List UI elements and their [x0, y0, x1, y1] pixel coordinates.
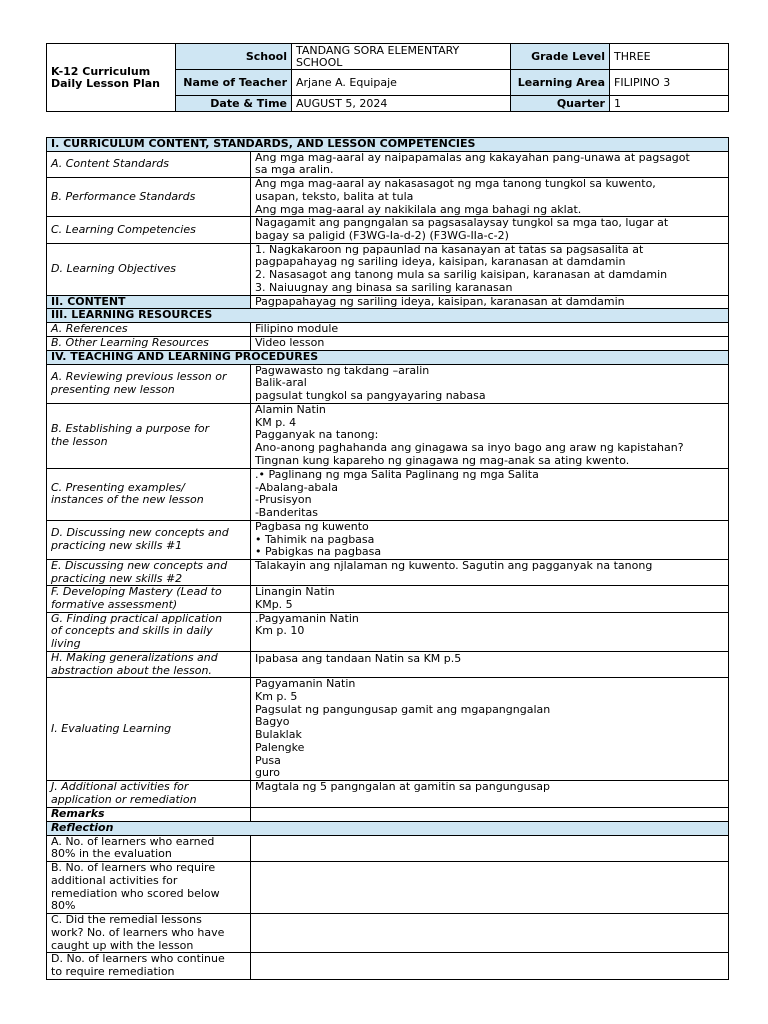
section-procedures-heading: IV. TEACHING AND LEARNING PROCEDURES [47, 351, 729, 365]
procedure-row [47, 586, 729, 612]
lesson-plan-header [46, 43, 729, 112]
reflection-heading: Reflection [47, 821, 729, 835]
competency-row [47, 217, 729, 243]
procedure-label: C. Presenting examples/ instances of the new lesson [47, 468, 251, 520]
reflection-row [47, 953, 729, 979]
reflection-value [251, 914, 729, 953]
reflection-row [47, 835, 729, 861]
section-content-heading: II. CONTENT [47, 295, 251, 309]
reflection-label: C. Did the remedial lessons work? No. of learners who have caught up with the lesson [47, 914, 251, 953]
procedure-label: J. Additional activities for application or remediation [47, 781, 251, 807]
procedure-value: Linangin Natin KMp. 5 [251, 586, 729, 612]
procedure-value: Magtala ng 5 pangngalan at gamitin sa pangungusap [251, 781, 729, 807]
procedure-label: I. Evaluating Learning [47, 678, 251, 781]
remarks-label: Remarks [47, 807, 251, 821]
competency-label: A. Content Standards [47, 151, 251, 177]
procedure-label: B. Establishing a purpose for the lesson [47, 403, 251, 468]
procedure-label: F. Developing Mastery (Lead to formative assessment) [47, 586, 251, 612]
section-resources-heading: III. LEARNING RESOURCES [47, 309, 729, 323]
resource-row [47, 337, 729, 351]
procedure-row [47, 781, 729, 807]
document-title: K-12 Curriculum Daily Lesson Plan [47, 44, 176, 112]
quarter-value: 1 [610, 96, 729, 112]
procedure-value: .Pagyamanin Natin Km p. 10 [251, 612, 729, 651]
procedure-label: A. Reviewing previous lesson or presenting new lesson [47, 364, 251, 403]
procedure-label: E. Discussing new concepts and practicing new skills #2 [47, 559, 251, 585]
lesson-plan-body [46, 137, 729, 980]
procedure-label: D. Discussing new concepts and practicing new skills #1 [47, 520, 251, 559]
date-time-label: Date & Time [176, 96, 292, 112]
procedure-row [47, 612, 729, 651]
reflection-row [47, 862, 729, 914]
procedure-row [47, 678, 729, 781]
procedure-row [47, 403, 729, 468]
procedure-row [47, 520, 729, 559]
quarter-label: Quarter [511, 96, 610, 112]
grade-level-value: THREE [610, 44, 729, 70]
competency-row [47, 151, 729, 177]
competency-label: C. Learning Competencies [47, 217, 251, 243]
procedure-value: Alamin Natin KM p. 4 Pagganyak na tanong: Ano-anong paghahanda ang ginagawa sa inyo bago ang araw ng kapistahan? Tingnan kung kapareho ng ginagawa ng mag-anak sa ating kwento. [251, 403, 729, 468]
content-value: Pagpapahayag ng sariling ideya, kaisipan, karanasan at damdamin [251, 295, 729, 309]
school-value: TANDANG SORA ELEMENTARY SCHOOL [292, 44, 511, 70]
competency-value: 1. Nagkakaroon ng papaunlad na kasanayan at tatas sa pagsasalita at pagpapahayag ng sariling ideya, kaisipan, karanasan at damdamin 2. Nasasagot ang tanong mula sa sarilig kaisipan, karanasan at damdamin 3. Naiuugnay ang binasa sa sariling karanasan [251, 243, 729, 295]
teacher-value: Arjane A. Equipaje [292, 70, 511, 96]
reflection-label: A. No. of learners who earned 80% in the evaluation [47, 835, 251, 861]
date-time-value: AUGUST 5, 2024 [292, 96, 511, 112]
school-label: School [176, 44, 292, 70]
resource-label: B. Other Learning Resources [47, 337, 251, 351]
competency-value: Nagagamit ang pangngalan sa pagsasalaysay tungkol sa mga tao, lugar at bagay sa paligid (F3WG-Ia-d-2) (F3WG-IIa-c-2) [251, 217, 729, 243]
competency-label: D. Learning Objectives [47, 243, 251, 295]
reflection-value [251, 953, 729, 979]
teacher-label: Name of Teacher [176, 70, 292, 96]
learning-area-label: Learning Area [511, 70, 610, 96]
resource-label: A. References [47, 323, 251, 337]
reflection-row [47, 914, 729, 953]
competency-label: B. Performance Standards [47, 178, 251, 217]
procedure-value: Talakayin ang njlalaman ng kuwento. Sagutin ang pagganyak na tanong [251, 559, 729, 585]
reflection-label: B. No. of learners who require additional activities for remediation who scored below 80% [47, 862, 251, 914]
procedure-row [47, 651, 729, 677]
procedure-value: Ipabasa ang tandaan Natin sa KM p.5 [251, 651, 729, 677]
procedure-row [47, 559, 729, 585]
reflection-label: D. No. of learners who continue to require remediation [47, 953, 251, 979]
resource-row [47, 323, 729, 337]
grade-level-label: Grade Level [511, 44, 610, 70]
competency-value: Ang mga mag-aaral ay nakasasagot ng mga tanong tungkol sa kuwento, usapan, teksto, balita at tula Ang mga mag-aaral ay nakikilala ang mga bahagi ng aklat. [251, 178, 729, 217]
reflection-value [251, 862, 729, 914]
competency-row [47, 178, 729, 217]
reflection-value [251, 835, 729, 861]
procedure-value: Pagbasa ng kuwento • Tahimik na pagbasa • Pabigkas na pagbasa [251, 520, 729, 559]
resource-value: Filipino module [251, 323, 729, 337]
learning-area-value: FILIPINO 3 [610, 70, 729, 96]
procedure-value: .• Paglinang ng mga Salita Paglinang ng mga Salita -Abalang-abala -Prusisyon -Banderitas [251, 468, 729, 520]
competency-row [47, 243, 729, 295]
procedure-value: Pagyamanin Natin Km p. 5 Pagsulat ng pangungusap gamit ang mgapangngalan Bagyo Bulaklak Palengke Pusa guro [251, 678, 729, 781]
procedure-row [47, 364, 729, 403]
procedure-value: Pagwawasto ng takdang –aralin Balik-aral pagsulat tungkol sa pangyayaring nabasa [251, 364, 729, 403]
remarks-value [251, 807, 729, 821]
procedure-row [47, 468, 729, 520]
section-curriculum-heading: I. CURRICULUM CONTENT, STANDARDS, AND LESSON COMPETENCIES [47, 138, 729, 152]
procedure-label: G. Finding practical application of concepts and skills in daily living [47, 612, 251, 651]
competency-value: Ang mga mag-aaral ay naipapamalas ang kakayahan pang-unawa at pagsagot sa mga aralin. [251, 151, 729, 177]
procedure-label: H. Making generalizations and abstraction about the lesson. [47, 651, 251, 677]
resource-value: Video lesson [251, 337, 729, 351]
